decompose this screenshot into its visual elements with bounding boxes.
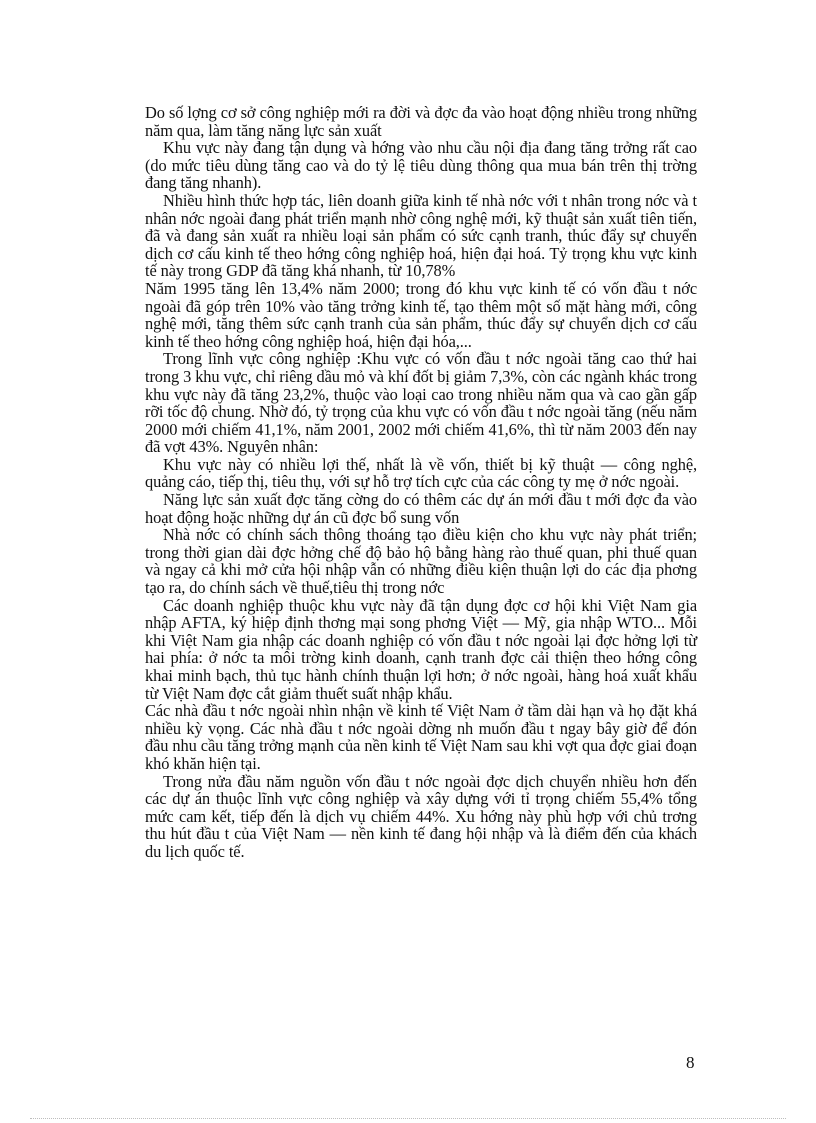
paragraph-3: Nhiều hình thức hợp tác, liên doanh giữa kinh tế nhà nớc với t nhân trong nớc và t nhân nớc ngoài đang phát triển mạnh nhờ công nghệ mới, kỹ thuật sản xuất tiên tiến, đã và đang sản xuất ra nhiều loại sản phẩm có sức cạnh tranh, thúc đẩy sự chuyển dịch cơ cấu kinh tế theo hớng công nghiệp hoá, hiện đại hoá. Tỷ trọng khu vực kinh tế này trong GDP đã tăng khá nhanh, từ 10,78% xyxy=(145,190,697,281)
footer-divider xyxy=(30,1118,786,1119)
paragraph-6: Khu vực này có nhiều lợi thế, nhất là về vốn, thiết bị kỹ thuật — công nghệ, quảng cáo, tiếp thị, tiêu thụ, với sự hỗ trợ tích cực của các công ty mẹ ở nớc ngoài. xyxy=(145,454,697,492)
paragraph-7: Năng lực sản xuất đợc tăng cờng do có thêm các dự án mới đầu t mới đợc đa vào hoạt động hoặc những dự án cũ đợc bổ sung vốn xyxy=(145,490,697,527)
paragraph-11: Trong nửa đầu năm nguồn vốn đầu t nớc ngoài đợc dịch chuyển nhiều hơn đến các dự án thuộc lĩnh vực công nghiệp và xây dựng với tỉ trọng chiếm 55,4% tổng mức cam kết, tiếp đến là dịch vụ chiếm 44%. Xu hớng này phù hợp với chủ trơng thu hút đầu t của Việt Nam — nền kinh tế đang hội nhập và là điểm đến của khách du lịch quốc tế. xyxy=(145,771,697,861)
paragraph-10: Các nhà đầu t nớc ngoài nhìn nhận về kinh tế Việt Nam ở tầm dài hạn và họ đặt khá nhiều kỳ vọng. Các nhà đầu t nớc ngoài dờng nh muốn đầu t ngay bây giờ để đón đầu nhu cầu tăng trởng mạnh của nền kinh tế Việt Nam sau khi vợt qua đợc giai đoạn khó khăn hiện tại. xyxy=(145,701,697,773)
paragraph-8: Nhà nớc có chính sách thông thoáng tạo điều kiện cho khu vực này phát triển; trong thời gian dài đợc hởng chế độ bảo hộ bằng hàng rào thuế quan, phi thuế quan và ngay cả khi mở cửa hội nhập vẫn có những điều kiện thuận lợi do các địa phơng tạo ra, do chính sách về thuế,tiêu thị trong nớc xyxy=(145,525,697,598)
page-number: 8 xyxy=(686,1053,695,1072)
body-text xyxy=(145,104,697,861)
paragraph-4: Năm 1995 tăng lên 13,4% năm 2000; trong đó khu vực kinh tế có vốn đầu t nớc ngoài đã góp trên 10% vào tăng trởng kinh tế, tạo thêm một số mặt hàng mới, công nghệ mới, tăng thêm sức cạnh tranh của sản phẩm, thúc đẩy sự chuyển dịch cơ cấu kinh tế theo hớng công nghiệp hoá, hiện đại hóa,... xyxy=(145,278,697,351)
paragraph-1: Do số lợng cơ sở công nghiệp mới ra đời và đợc đa vào hoạt động nhiều trong những năm qua, làm tăng năng lực sản xuất xyxy=(145,103,697,140)
paragraph-5: Trong lĩnh vực công nghiệp :Khu vực có vốn đầu t nớc ngoài tăng cao thứ hai trong 3 khu vực, chỉ riêng dầu mỏ và khí đốt bị giảm 7,3%, còn các ngành khác trong khu vực này đã tăng 23,2%, thuộc vào loại cao trong nhiều năm qua và cao gần gấp rỡi tốc độ chung. Nhờ đó, tỷ trọng của khu vực có vốn đầu t nớc ngoài tăng (nếu năm 2000 mới chiếm 41,1%, năm 2001, 2002 mới chiếm 41,6%, thì từ năm 2003 đến nay đã vợt 43%. Nguyên nhân: xyxy=(145,349,697,457)
paragraph-2: Khu vực này đang tận dụng và hớng vào nhu cầu nội địa đang tăng trởng rất cao (do mức tiêu dùng tăng cao và do tỷ lệ tiêu dùng thông qua mua bán trên thị trờng đang tăng nhanh). xyxy=(145,138,697,193)
paragraph-9: Các doanh nghiệp thuộc khu vực này đã tận dụng đợc cơ hội khi Việt Nam gia nhập AFTA, ký hiệp định thơng mại song phơng Việt — Mỹ, gia nhập WTO... Mỗi khi Việt Nam gia nhập các doanh nghiệp có vốn đầu t nớc ngoài lại đợc hởng lợi từ hai phía: ở nớc ta môi trờng kinh doanh, cạnh tranh đợc cải thiện theo hớng công khai minh bạch, thủ tục hành chính thuận lợi hơn; ở nớc ngoài, hàng hoá xuất khẩu từ Việt Nam đợc cắt giảm thuết suất nhập khẩu. xyxy=(145,595,697,703)
